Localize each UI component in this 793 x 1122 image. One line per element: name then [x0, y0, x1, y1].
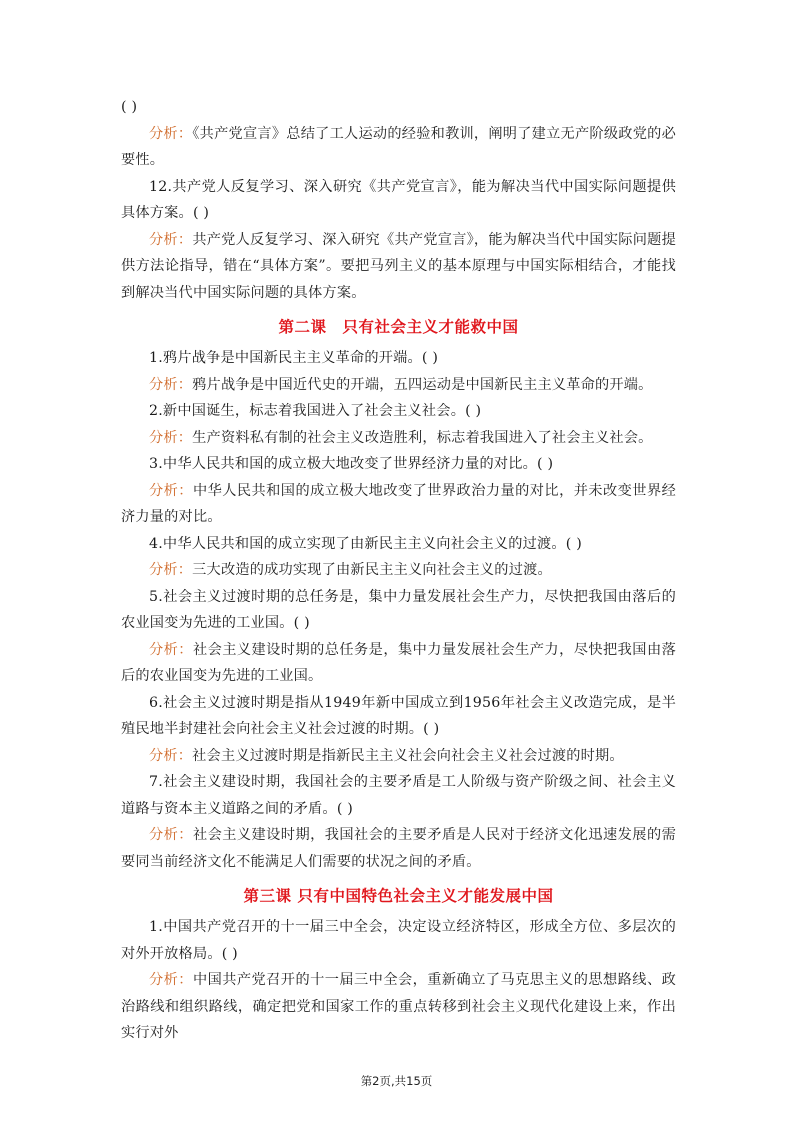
answer-blank: ( ) [192, 205, 210, 221]
question-text: 4.中华人民共和国的成立实现了由新民主主义向社会主义的过渡。 [149, 535, 566, 552]
question-blank: ( ) [121, 99, 138, 115]
analysis [121, 372, 676, 399]
analysis-text: 社会主义建设时期，我国社会的主要矛盾是人民对于经济文化迅速发展的需要同当前经济文化不能满足人们需要的状况之间的矛盾。 [121, 827, 676, 870]
question [121, 531, 676, 558]
analysis-text: 社会主义过渡时期是指新民主主义社会向社会主义社会过渡的时期。 [192, 747, 624, 764]
section-heading: 第二课 只有社会主义才能救中国 [278, 318, 519, 336]
answer-blank: ( ) [221, 945, 238, 962]
question [121, 451, 676, 478]
analysis-text: 中华人民共和国的成立极大地改变了世界政治力量的对比，并未改变世界经济力量的对比。 [121, 482, 676, 525]
analysis-text: 生产资料私有制的社会主义改造胜利，标志着我国进入了社会主义社会。 [192, 429, 653, 446]
analysis [121, 967, 676, 1047]
question [121, 690, 676, 743]
analysis-label: 分析： [149, 231, 193, 248]
analysis [121, 557, 676, 584]
analysis-text: 三大改造的成功实现了由新民主主义向社会主义的过渡。 [192, 562, 552, 578]
analysis-text: 鸦片战争是中国近代史的开端，五四运动是中国新民主主义革命的开端。 [192, 376, 653, 393]
page-number: 第2页,共15页 [360, 1074, 433, 1088]
answer-blank: ( ) [565, 535, 582, 552]
analysis [121, 121, 676, 174]
analysis [121, 637, 676, 690]
analysis-label: 分析： [149, 482, 193, 499]
analysis [121, 743, 676, 770]
analysis-text: 共产党人反复学习、深入研究《共产党宣言》，能为解决当代中国实际问题提供方法论指导，错在“具体方案”。要把马列主义的基本原理与中国实际相结合，才能找到解决当代中国实际问题的具体方案。 [121, 231, 676, 301]
analysis [121, 822, 676, 875]
question-text: 1.中国共产党召开的十一届三中全会，决定设立经济特区，形成全方位、多层次的对外开放格局。 [121, 919, 676, 962]
question [121, 584, 676, 637]
analysis-label: 分析： [149, 125, 193, 142]
answer-blank: ( ) [421, 350, 439, 366]
question-text: 5.社会主义过渡时期的总任务是，集中力量发展社会生产力，尽快把我国由落后的农业国变为先进的工业国。 [121, 588, 676, 631]
analysis-label: 分析： [149, 747, 193, 764]
analysis-text: 《共产党宣言》总结了工人运动的经验和教训，阐明了建立无产阶级政党的必要性。 [121, 125, 676, 168]
analysis-label: 分析： [149, 827, 193, 843]
analysis-text: 社会主义建设时期的总任务是，集中力量发展社会生产力，尽快把我国由落后的农业国变为先进的工业国。 [121, 641, 676, 684]
answer-blank: ( ) [423, 721, 440, 737]
analysis-text: 中国共产党召开的十一届三中全会，重新确立了马克思主义的思想路线、政治路线和组织路线，确定把党和国家工作的重点转移到社会主义现代化建设上来，作出实行对外 [121, 972, 676, 1041]
analysis [121, 425, 676, 452]
analysis-label: 分析： [149, 429, 193, 446]
section-heading: 第三课 只有中国特色社会主义才能发展中国 [243, 887, 554, 905]
analysis-label: 分析： [149, 972, 193, 988]
question [121, 914, 676, 967]
answer-blank: ( ) [465, 403, 482, 419]
question [121, 174, 676, 227]
answer-blank: ( ) [537, 456, 554, 472]
question-text: 1.鸦片战争是中国新民主主义革命的开端。 [149, 350, 422, 366]
question [121, 398, 676, 425]
question [121, 769, 676, 822]
page-content [121, 94, 676, 1047]
question [121, 345, 676, 372]
question-text: 2.新中国诞生，标志着我国进入了社会主义社会。 [149, 403, 466, 419]
analysis-label: 分析： [149, 641, 193, 658]
analysis-label: 分析： [149, 376, 193, 393]
question-text: 12.共产党人反复学习、深入研究《共产党宣言》，能为解决当代中国实际问题提供具体方案。 [121, 178, 676, 221]
question-text: 3.中华人民共和国的成立极大地改变了世界经济力量的对比。 [149, 456, 538, 472]
answer-blank: ( ) [293, 615, 310, 631]
question-text: 6.社会主义过渡时期是指从1949年新中国成立到1956年社会主义改造完成，是半殖民地半封建社会向社会主义社会过渡的时期。 [121, 694, 676, 737]
analysis-label: 分析： [149, 562, 193, 578]
analysis [121, 478, 676, 531]
answer-blank: ( ) [336, 800, 354, 817]
analysis [121, 227, 676, 307]
question-text: 7.社会主义建设时期，我国社会的主要矛盾是工人阶级与资产阶级之间、社会主义道路与资本主义道路之间的矛盾。 [121, 774, 676, 817]
